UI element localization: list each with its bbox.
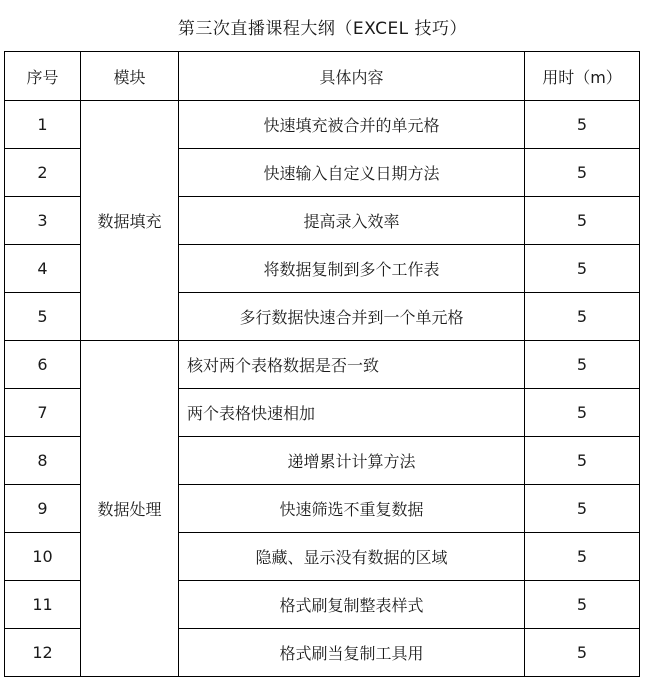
row-time: 5 bbox=[525, 293, 640, 341]
row-time: 5 bbox=[525, 581, 640, 629]
module-cell-data-fill: 数据填充 bbox=[81, 101, 179, 341]
row-index: 12 bbox=[5, 629, 81, 677]
row-content: 提高录入效率 bbox=[179, 197, 525, 245]
row-time: 5 bbox=[525, 389, 640, 437]
row-time: 5 bbox=[525, 629, 640, 677]
row-index: 9 bbox=[5, 485, 81, 533]
row-content: 格式刷当复制工具用 bbox=[179, 629, 525, 677]
row-content: 快速输入自定义日期方法 bbox=[179, 149, 525, 197]
row-index: 2 bbox=[5, 149, 81, 197]
header-time: 用时（m） bbox=[525, 52, 640, 101]
course-outline-table bbox=[4, 51, 640, 677]
row-time: 5 bbox=[525, 533, 640, 581]
row-content: 快速筛选不重复数据 bbox=[179, 485, 525, 533]
row-content: 两个表格快速相加 bbox=[179, 389, 525, 437]
row-content: 将数据复制到多个工作表 bbox=[179, 245, 525, 293]
header-module: 模块 bbox=[81, 52, 179, 101]
table-row bbox=[5, 341, 640, 389]
row-index: 3 bbox=[5, 197, 81, 245]
row-time: 5 bbox=[525, 341, 640, 389]
header-row bbox=[5, 52, 640, 101]
row-content: 核对两个表格数据是否一致 bbox=[179, 341, 525, 389]
table-row bbox=[5, 101, 640, 149]
row-time: 5 bbox=[525, 101, 640, 149]
row-index: 11 bbox=[5, 581, 81, 629]
row-index: 7 bbox=[5, 389, 81, 437]
row-index: 4 bbox=[5, 245, 81, 293]
header-content: 具体内容 bbox=[179, 52, 525, 101]
row-index: 5 bbox=[5, 293, 81, 341]
module-cell-data-processing: 数据处理 bbox=[81, 341, 179, 677]
row-content: 快速填充被合并的单元格 bbox=[179, 101, 525, 149]
row-index: 1 bbox=[5, 101, 81, 149]
row-content: 格式刷复制整表样式 bbox=[179, 581, 525, 629]
row-index: 6 bbox=[5, 341, 81, 389]
row-index: 8 bbox=[5, 437, 81, 485]
row-content: 多行数据快速合并到一个单元格 bbox=[179, 293, 525, 341]
header-index: 序号 bbox=[5, 52, 81, 101]
row-time: 5 bbox=[525, 197, 640, 245]
row-time: 5 bbox=[525, 485, 640, 533]
row-index: 10 bbox=[5, 533, 81, 581]
row-content: 递增累计计算方法 bbox=[179, 437, 525, 485]
row-content: 隐藏、显示没有数据的区域 bbox=[179, 533, 525, 581]
row-time: 5 bbox=[525, 245, 640, 293]
document-title: 第三次直播课程大纲（EXCEL 技巧） bbox=[177, 19, 468, 39]
row-time: 5 bbox=[525, 437, 640, 485]
row-time: 5 bbox=[525, 149, 640, 197]
